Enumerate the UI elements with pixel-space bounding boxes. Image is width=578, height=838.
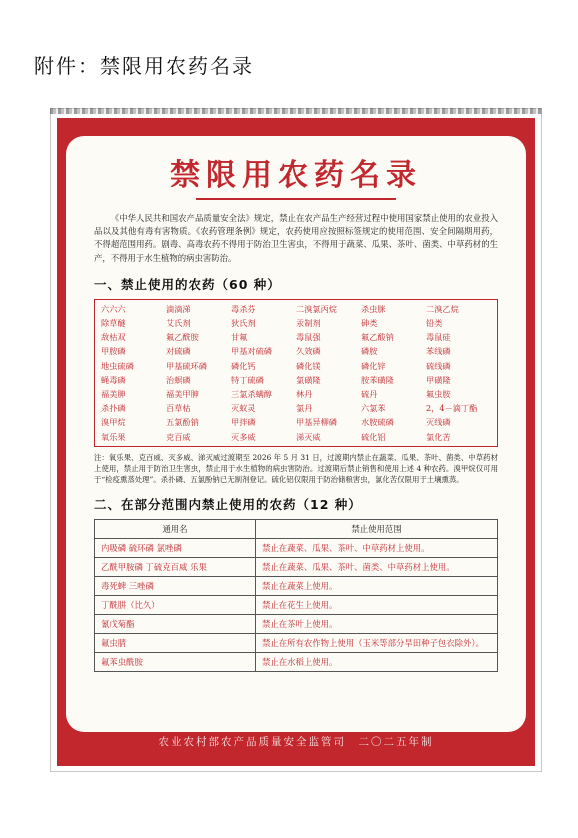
common-name-cell: 内吸磷 硫环磷 氯唑磷	[95, 538, 256, 557]
banned-pesticide: 甲基硫环磷	[166, 360, 207, 371]
banned-pesticide: 滴滴涕	[166, 303, 191, 314]
banned-list	[94, 299, 498, 447]
table-row	[95, 538, 498, 557]
banned-pesticide: 久效磷	[296, 346, 321, 357]
common-name-cell: 乙酰甲胺磷 丁硫克百威 乐果	[95, 557, 256, 576]
title-underline	[196, 198, 396, 200]
banned-pesticide: 百草枯	[166, 403, 191, 414]
header-common-name: 通用名	[95, 519, 256, 538]
banned-pesticide: 胺苯磺隆	[361, 374, 394, 385]
scope-cell: 禁止在蔬菜上使用。	[256, 576, 498, 595]
banned-pesticide: 涕灭威	[296, 431, 321, 442]
scan-strip	[50, 108, 542, 114]
banned-pesticide: 磷化锌	[361, 360, 386, 371]
banned-pesticide: 水胺硫磷	[361, 417, 394, 428]
intro-paragraph: 《中华人民共和国农产品质量安全法》规定，禁止在农产品生产经营过程中使用国家禁止使用的农业投入品以及其他有毒有害物质。《农药管理条例》规定，农药使用应按照标签规定的使用范围、安全间隔期用药，不得超范围用药。剧毒、高毒农药不得用于防治卫生害虫，不得用于蔬菜、瓜果、茶叶、菌类、中草药材的生产，不得用于水生植物的病虫害防治。	[94, 213, 498, 263]
banned-pesticide: 特丁硫磷	[231, 374, 264, 385]
banned-pesticide: 杀扑磷	[101, 403, 126, 414]
banned-pesticide: 杀虫脒	[361, 303, 386, 314]
banned-pesticide: 氟乙酸钠	[361, 332, 394, 343]
banned-pesticide: 磷化镁	[296, 360, 321, 371]
banned-pesticide: 六六六	[101, 303, 126, 314]
table-row	[95, 576, 498, 595]
poster-panel	[66, 136, 526, 732]
banned-pesticide: 毒鼠硅	[426, 332, 451, 343]
scope-cell: 禁止在花生上使用。	[256, 595, 498, 614]
common-name-cell: 氟苯虫酰胺	[95, 652, 256, 671]
banned-pesticide: 三氯杀螨醇	[231, 389, 272, 400]
banned-pesticide: 磷化钙	[231, 360, 256, 371]
banned-pesticide: 灭多威	[231, 431, 256, 442]
banned-pesticide: 甲基异柳磷	[296, 417, 337, 428]
common-name-cell: 氟虫腈	[95, 633, 256, 652]
restricted-table	[94, 519, 498, 672]
section2-title: 二、在部分范围内禁止使用的农药（12 种）	[94, 496, 362, 512]
table-row	[95, 633, 498, 652]
banned-pesticide: 毒鼠强	[296, 332, 321, 343]
banned-pesticide: 砷类	[361, 318, 378, 329]
banned-pesticide: 甲拌磷	[231, 417, 256, 428]
header-scope: 禁止使用范围	[256, 519, 498, 538]
banned-pesticide: 氯化苦	[426, 431, 451, 442]
banned-pesticide: 磷胺	[361, 346, 378, 357]
banned-pesticide: 氟乙酰胺	[166, 332, 199, 343]
banned-pesticide: 氯磺隆	[296, 374, 321, 385]
scope-cell: 禁止在蔬菜、瓜果、茶叶、菌类、中草药材上使用。	[256, 557, 498, 576]
scope-cell: 禁止在茶叶上使用。	[256, 614, 498, 633]
banned-pesticide: 五氯酚钠	[166, 417, 199, 428]
banned-pesticide: 硫线磷	[426, 360, 451, 371]
banned-pesticide: 对硫磷	[166, 346, 191, 357]
section1-title: 一、禁止使用的农药（60 种）	[94, 276, 281, 292]
banned-pesticide: 甲基对硫磷	[231, 346, 272, 357]
banned-pesticide: 除草醚	[101, 318, 126, 329]
banned-pesticide: 敌枯双	[101, 332, 126, 343]
poster-title: 禁限用农药名录	[170, 158, 422, 193]
banned-pesticide: 治螟磷	[166, 374, 191, 385]
scope-cell: 禁止在蔬菜、瓜果、茶叶、中草药材上使用。	[256, 538, 498, 557]
banned-pesticide: 二溴乙烷	[426, 303, 459, 314]
banned-pesticide: 狄氏剂	[231, 318, 256, 329]
table-row	[95, 595, 498, 614]
banned-pesticide: 苯线磷	[426, 346, 451, 357]
table-row	[95, 652, 498, 671]
table-row	[95, 557, 498, 576]
banned-pesticide: 甲胺磷	[101, 346, 126, 357]
banned-pesticide: 氧乐果	[101, 431, 126, 442]
banned-pesticide: 克百威	[166, 431, 191, 442]
banned-pesticide: 灭蚁灵	[231, 403, 256, 414]
scope-cell: 禁止在所有农作物上使用（玉米等部分旱田种子包衣除外）。	[256, 633, 498, 652]
banned-pesticide: 地虫硫磷	[101, 360, 134, 371]
banned-pesticide: 氯丹	[296, 403, 313, 414]
banned-pesticide: 铅类	[426, 318, 443, 329]
banned-pesticide: 灭线磷	[426, 417, 451, 428]
scope-cell: 禁止在水稻上使用。	[256, 652, 498, 671]
banned-pesticide: 硫丹	[361, 389, 378, 400]
banned-pesticide: 林丹	[296, 389, 313, 400]
common-name-cell: 毒死蜱 三唑磷	[95, 576, 256, 595]
banned-pesticide: 福美胂	[101, 389, 126, 400]
common-name-cell: 丁酰肼（比久）	[95, 595, 256, 614]
banned-pesticide: 蝇毒磷	[101, 374, 126, 385]
banned-pesticide: 六氯苯	[361, 403, 386, 414]
banned-pesticide: 福美甲胂	[166, 389, 199, 400]
table-header-row	[95, 519, 498, 538]
issuer-footer: 农业农村部农产品质量安全监管司 二〇二五年制	[158, 736, 434, 748]
transition-note: 注：氧乐果、克百威、灭多威、涕灭威过渡期至 2026 年 5 月 31 日，过渡期内禁止在蔬菜、瓜果、茶叶、菌类、中草药材上使用，禁止用于防治卫生害虫，禁止用于水生植物的病虫害防治。过渡期后禁止销售和使用上述 4 种农药。溴甲烷仅可用于“检疫熏蒸处理”。杀扑磷、五氯酚钠已无制剂登记。硫化铝仅限用于防治储粮害虫，氯化苦仅限用于土壤熏蒸。	[94, 452, 498, 484]
banned-pesticide: 艾氏剂	[166, 318, 191, 329]
banned-pesticide: 硫化铝	[361, 431, 386, 442]
banned-pesticide: 毒杀芬	[231, 303, 256, 314]
banned-pesticide: 2，4－滴丁酯	[426, 403, 478, 414]
table-row	[95, 614, 498, 633]
banned-pesticide: 二溴氯丙烷	[296, 303, 337, 314]
page-heading: 附件：禁限用农药名录	[34, 54, 254, 78]
banned-pesticide: 氟虫胺	[426, 389, 451, 400]
common-name-cell: 氰戊菊酯	[95, 614, 256, 633]
banned-pesticide: 汞制剂	[296, 318, 321, 329]
banned-pesticide: 甘氟	[231, 332, 248, 343]
banned-pesticide: 甲磺隆	[426, 374, 451, 385]
banned-pesticide: 溴甲烷	[101, 417, 126, 428]
